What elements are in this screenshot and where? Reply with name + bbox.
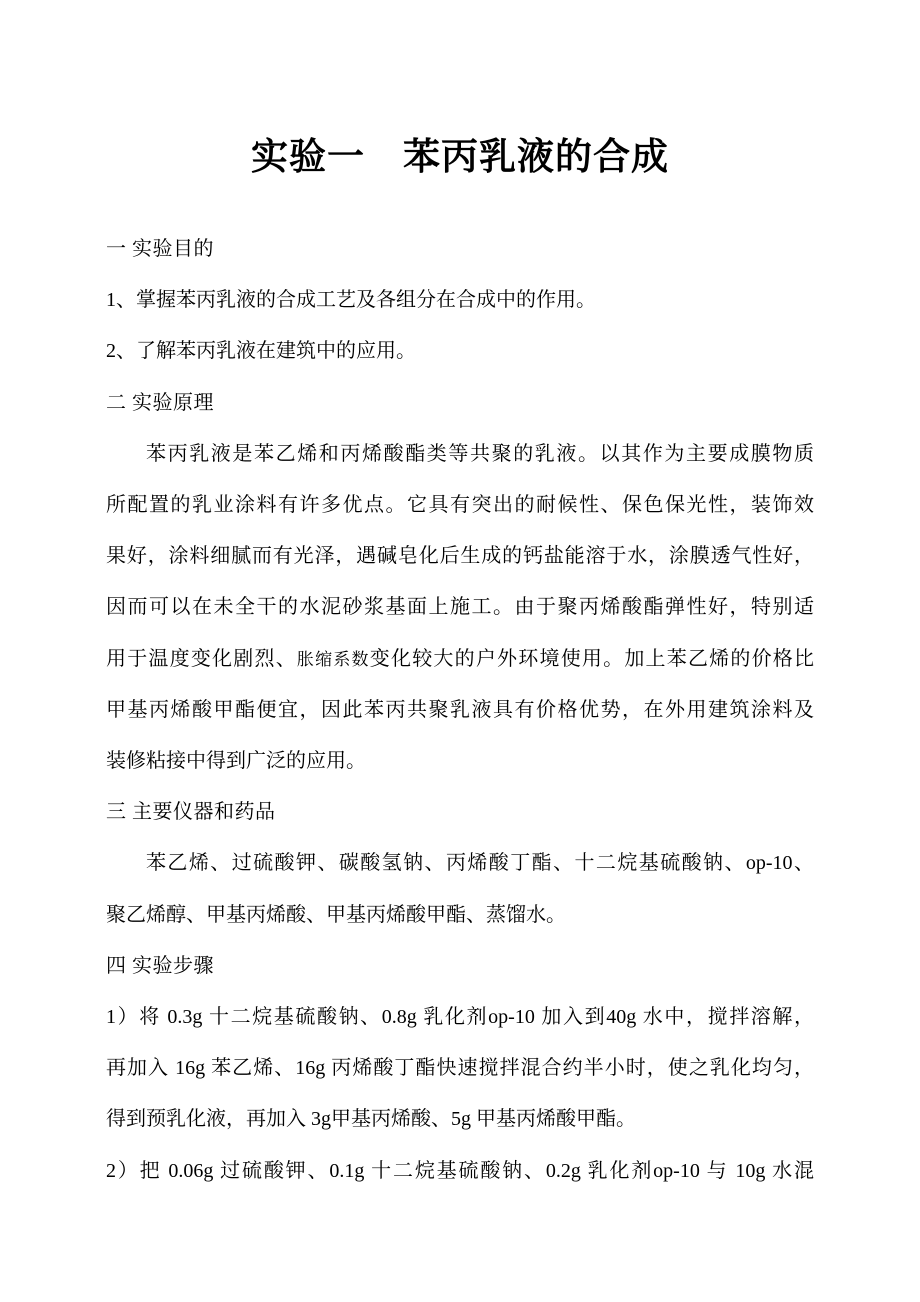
purpose-item-1: 1、掌握苯丙乳液的合成工艺及各组分在合成中的作用。 [106, 289, 596, 312]
section-heading-purpose: 一 实验目的 [106, 238, 214, 260]
principle-paragraph-line-1: 苯丙乳液是苯乙烯和丙烯酸酯类等共聚的乳液。以其作为主要成膜物质 [146, 442, 814, 465]
principle-paragraph-line-6: 甲基丙烯酸甲酯便宜，因此苯丙共聚乳液具有价格优势，在外用建筑涂料及 [106, 698, 814, 721]
document-title: 实验一 苯丙乳液的合成 [251, 137, 669, 178]
procedure-step-1-line-1: 1）将 0.3g 十二烷基硫酸钠、0.8g 乳化剂op-10 加入到40g 水中，搅拌溶解， [106, 1006, 814, 1029]
procedure-step-1-line-3: 得到预乳化液，再加入 3g甲基丙烯酸、5g 甲基丙烯酸甲酯。 [106, 1108, 636, 1131]
section-heading-principle: 二 实验原理 [106, 391, 214, 414]
reagents-line-1: 苯乙烯、过硫酸钾、碳酸氢钠、丙烯酸丁酯、十二烷基硫酸钠、op-10、 [146, 852, 814, 875]
principle-paragraph-line-4: 因而可以在未全干的水泥砂浆基面上施工。由于聚丙烯酸酯弹性好，特别适 [106, 596, 814, 619]
principle-paragraph-line-7: 装修粘接中得到广泛的应用。 [106, 750, 366, 773]
purpose-item-2: 2、了解苯丙乳液在建筑中的应用。 [106, 340, 416, 363]
principle-paragraph-line-3: 果好，涂料细腻而有光泽，遇碱皂化后生成的钙盐能溶于水，涂膜透气性好， [106, 545, 814, 568]
reagents-line-2: 聚乙烯醇、甲基丙烯酸、甲基丙烯酸甲酯、蒸馏水。 [106, 903, 566, 926]
procedure-step-1-line-2: 再加入 16g 苯乙烯、16g 丙烯酸丁酯快速搅拌混合约半小时，使之乳化均匀， [106, 1057, 814, 1080]
principle-line-5-post: 变化较大的户外环境使用。加上苯乙烯的价格比 [369, 647, 815, 670]
principle-paragraph-line-5 [106, 634, 814, 685]
section-heading-procedure: 四 实验步骤 [106, 954, 214, 977]
procedure-step-2-line-1: 2）把 0.06g 过硫酸钾、0.1g 十二烷基硫酸钠、0.2g 乳化剂op-10 与 10g 水混 [106, 1159, 814, 1182]
principle-line-5-pre: 用于温度变化剧烈、 [106, 647, 297, 670]
principle-paragraph-line-2: 所配置的乳业涂料有许多优点。它具有突出的耐候性、保色保光性，装饰效 [106, 494, 814, 517]
principle-line-5-small-font-segment: 胀缩系数 [296, 649, 370, 669]
section-heading-reagents: 三 主要仪器和药品 [106, 801, 276, 824]
